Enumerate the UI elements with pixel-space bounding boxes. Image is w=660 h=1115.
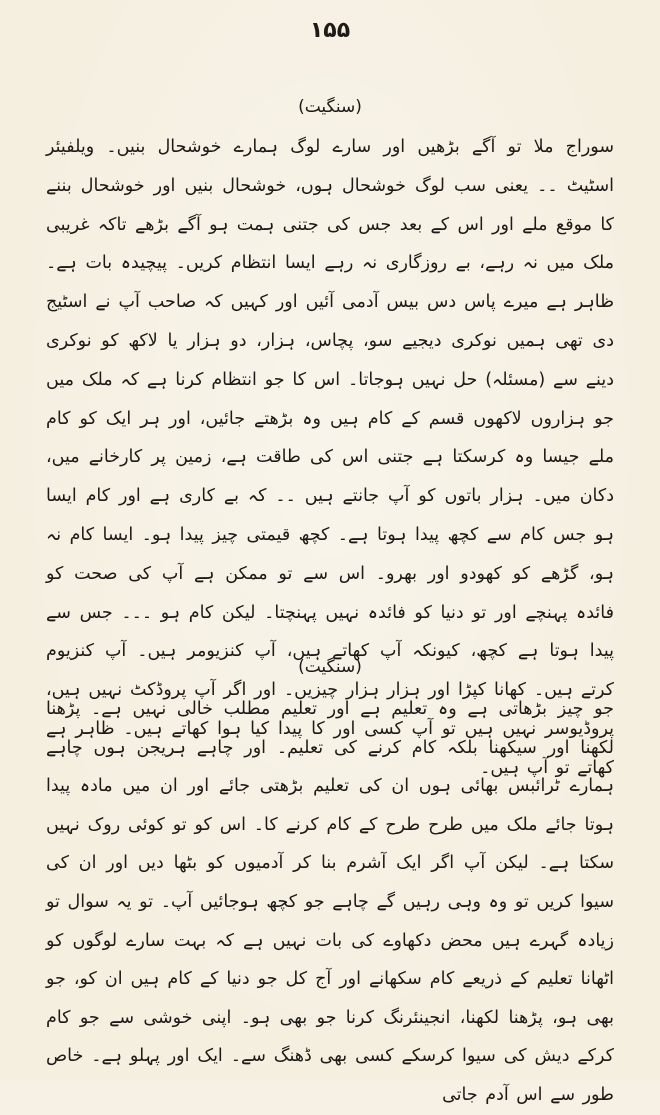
section-heading-1: (سنگیت) [298, 97, 362, 117]
section-heading-2: (سنگیت) [298, 657, 362, 677]
paragraph-1: سوراج ملا تو آگے بڑھیں اور سارے لوگ ہمارے خوشحال بنیں۔ ویلفیئر اسٹیٹ ۔۔ یعنی سب لوگ خوشحال ہوں، خوشحال بنیں اور خوشحال بننے کا موقع ملے اور اس کے بعد جس کی جتنی ہمت ہو آگے بڑھے تاکہ غریبی ملک میں نہ رہے، بے روزگاری نہ رہے ایسا انتظام کریں۔ پیچیدہ بات ہے۔ ظاہر ہے میرے پاس دس بیس آدمی آئیں اور کہیں کہ صاحب آپ نے اسٹیج دی تھی ہمیں نوکری دیجیے سو، پچاس، ہزار، دو ہزار یا لاکھ کو نوکری دینے سے (مسئلہ) حل نہیں ہوجاتا۔ اس کا جو انتظام کرنا ہے کہ ملک میں جو ہزاروں لاکھوں قسم کے کام ہیں وہ بڑھتے جائیں، اور ہر ایک کو کام ملے جیسا وہ کرسکتا ہے جتنی اس کی طاقت ہے، زمین پر کارخانے میں، دکان میں۔ ہزار باتوں کو آپ جانتے ہیں ۔۔ کہ بے کاری ہے اور کام ایسا ہو جس کام سے کچھ پیدا ہوتا ہے۔ کچھ قیمتی چیز پیدا ہو۔ ایسا کام نہ ہو، گڑھے کو کھودو اور بھرو۔ اس سے تو ممکن ہے آپ کی صحت کو فائدہ پہنچے اور تو دنیا کو فائدہ نہیں پہنچتا۔ لیکن کام ہو ۔۔۔ جس سے پیدا ہوتا ہے کچھ، کیونکہ آپ کھاتے ہیں، آپ کنزیومر ہیں۔ آپ کنزیوم کرتے ہیں۔ کھانا کپڑا اور ہزار ہزار چیزیں۔ اور اگر آپ پروڈکٹ نہیں ہیں، پروڈیوسر نہیں ہیں تو آپ کسی اور کا پیدا کیا ہوا کھاتے ہیں۔ ظاہر ہے کھاتے تو آپ ہیں۔ [46, 137, 614, 778]
page-number: ۱۵۵ [309, 18, 351, 43]
paragraph-2: جو چیز بڑھاتی ہے وہ تعلیم ہے اور تعلیم مطلب خالی نہیں ہے۔ پڑھنا لکھنا اور سیکھنا بلکہ کام کرنے کی تعلیم۔ اور چاہے ہریجن ہوں چاہے ہمارے ٹرائبس بھائی ہوں ان کی تعلیم بڑھتی جائے اور ان میں مادہ پیدا ہوتا جائے ملک میں طرح طرح کے کام کرنے کا۔ اس کو تو کوئی روک نہیں سکتا ہے۔ لیکن آپ اگر ایک آشرم بنا کر آدمیوں کو بٹھا دیں اور ان کی سیوا کریں تو وہ وہی رہیں گے چاہے جو کچھ ہوجائیں آپ۔ تو یہ سوال تو زیادہ گہرے ہیں محض دکھاوے کی بات نہیں ہے کہ بہت سارے لوگوں کو اٹھانا تعلیم کے ذریعے کام سکھانے اور آج کل جو دنیا کے کام ہیں ان کو، جو بھی ہو، پڑھنا لکھنا، انجینئرنگ کرنا جو بھی ہو۔ اپنی خوشی سے جو کام کرکے دیش کی سیوا کرسکے کسی بھی ڈھنگ سے۔ ایک اور پہلو ہے۔ خاص طور سے اس آدم جاتی [46, 699, 614, 1105]
